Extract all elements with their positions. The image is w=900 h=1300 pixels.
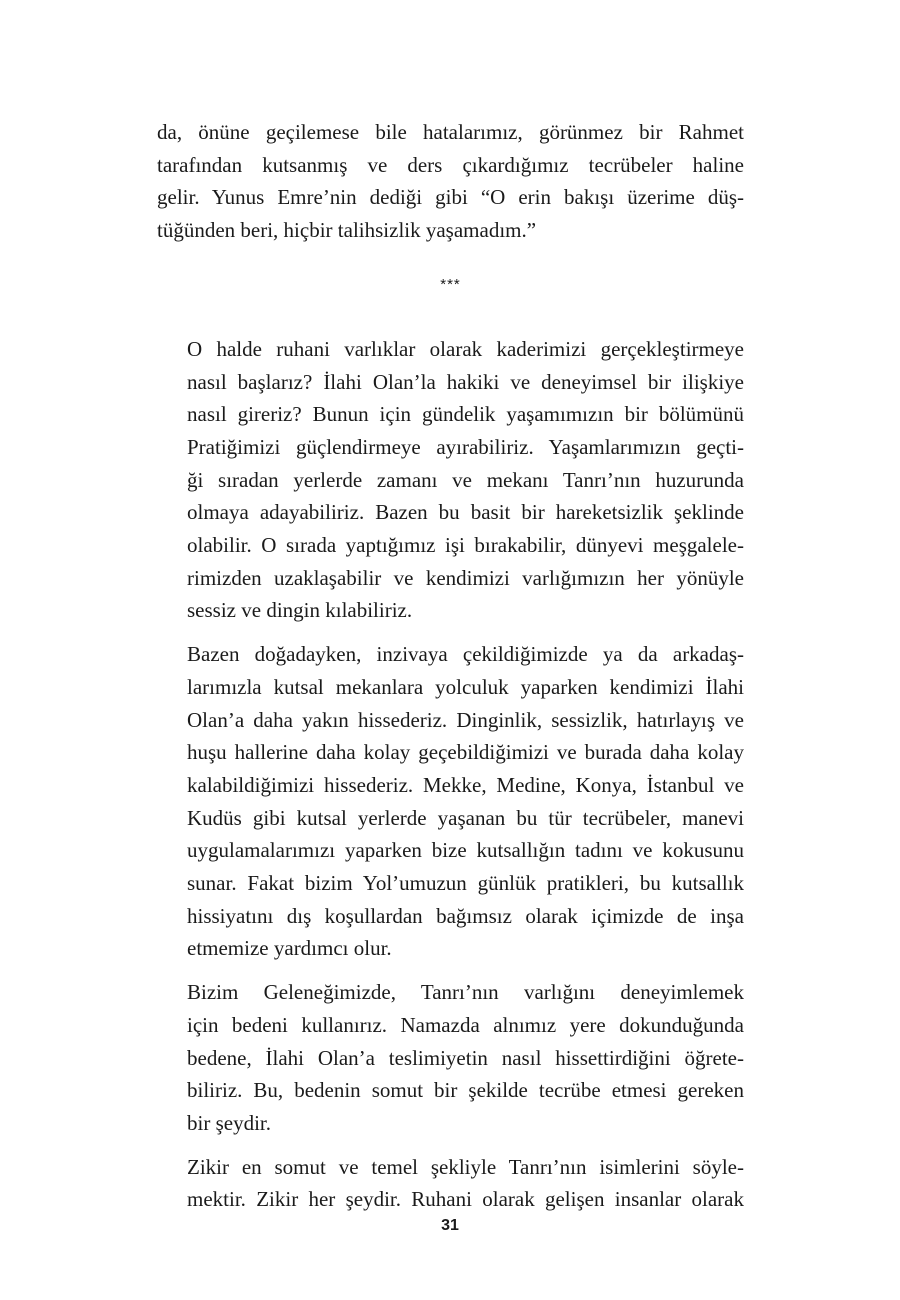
text-line: uygulamalarımızı yaparken bize kutsallığın tadını ve kokusunu (187, 838, 744, 863)
page-number: 31 (441, 1217, 459, 1234)
text-line: da, önüne geçilemese bile hatalarımız, görünmez bir Rahmet (157, 120, 744, 144)
text-line: etmemize yardımcı olur. (187, 936, 392, 961)
text-line: Bazen doğadayken, inzivaya çekildiğimizde ya da arkadaş- (187, 642, 744, 667)
page-body (157, 116, 744, 1216)
text-line: bir şeydir. (187, 1110, 271, 1135)
text-line: larımızla kutsal mekanlara yolculuk yaparken kendimizi İlahi (187, 674, 744, 699)
text-line: rimizden uzaklaşabilir ve kendimizi varlığımızın her yönüyle (187, 565, 744, 590)
text-line: nasıl gireriz? Bunun için gündelik yaşamımızın bir bölümünü (187, 402, 744, 427)
text-line: olabilir. O sırada yaptığımız işi bırakabilir, dünyevi meşgalele- (187, 533, 744, 558)
text-line: Zikir en somut ve temel şekliyle Tanrı’nın isimlerini söyle- (187, 1154, 744, 1179)
text-line: ği sıradan yerlerde zamanı ve mekanı Tanrı’nın huzurunda (187, 467, 744, 492)
text-line: olmaya adayabiliriz. Bazen bu basit bir hareketsizlik şeklinde (187, 500, 744, 525)
text-line: için bedeni kullanırız. Namazda alnımız yere dokunduğunda (187, 1012, 744, 1037)
paragraph-1 (157, 116, 744, 247)
paragraph-3 (157, 638, 744, 965)
text-line: O halde ruhani varlıklar olarak kaderimizi gerçekleştirmeye (187, 336, 744, 361)
text-line: Kudüs gibi kutsal yerlerde yaşanan bu tür tecrübeler, manevi (187, 805, 744, 830)
text-line: hissiyatını dış koşullardan bağımsız olarak içimizde de inşa (187, 903, 744, 928)
paragraph-2 (157, 333, 744, 627)
section-separator: *** (440, 275, 461, 293)
text-line: gelir. Yunus Emre’nin dediği gibi “O erin bakışı üzerime düş- (157, 185, 744, 210)
text-line: Bizim Geleneğimizde, Tanrı’nın varlığını deneyimlemek (187, 980, 744, 1005)
paragraph-5 (157, 1151, 744, 1216)
paragraph-4 (157, 976, 744, 1140)
text-line: kalabildiğimizi hissederiz. Mekke, Medine, Konya, İstanbul ve (187, 772, 744, 797)
text-line: tarafından kutsanmış ve ders çıkardığımız tecrübeler haline (157, 152, 744, 177)
text-line: huşu hallerine daha kolay geçebildiğimizi ve burada daha kolay (187, 740, 744, 765)
text-line: biliriz. Bu, bedenin somut bir şekilde tecrübe etmesi gereken (187, 1078, 744, 1103)
text-line: mektir. Zikir her şeydir. Ruhani olarak gelişen insanlar olarak (187, 1187, 744, 1212)
text-line: sessiz ve dingin kılabiliriz. (187, 598, 413, 623)
text-line: nasıl başlarız? İlahi Olan’la hakiki ve deneyimsel bir ilişkiye (187, 369, 744, 394)
text-line: Olan’a daha yakın hissederiz. Dinginlik, sessizlik, hatırlayış ve (187, 707, 744, 732)
text-line: bedene, İlahi Olan’a teslimiyetin nasıl hissettirdiğini öğrete- (187, 1045, 744, 1070)
text-line: sunar. Fakat bizim Yol’umuzun günlük pratikleri, bu kutsallık (187, 871, 744, 896)
text-line: Pratiğimizi güçlendirmeye ayırabiliriz. Yaşamlarımızın geçti- (187, 434, 744, 459)
text-line: tüğünden beri, hiçbir talihsizlik yaşamadım.” (157, 218, 537, 243)
